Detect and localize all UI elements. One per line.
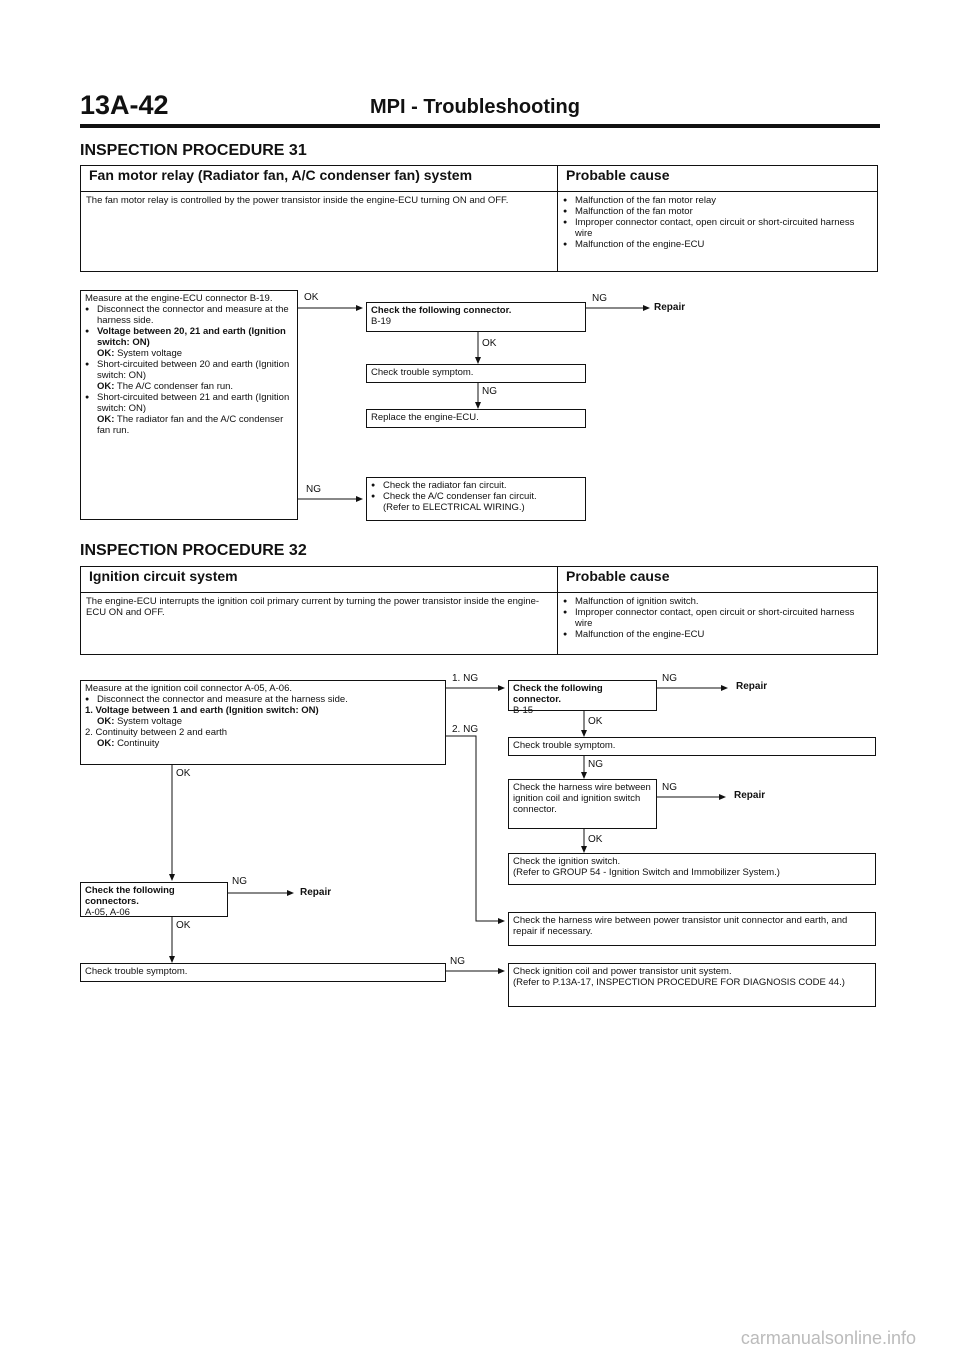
circuit-check-item: ● Check the A/C condenser fan circuit.: [371, 491, 581, 502]
ok-value: The A/C condenser fan run.: [116, 381, 234, 392]
ok-label: OK: [176, 920, 191, 931]
ok-value: System voltage: [117, 716, 183, 727]
ok-label: OK:: [97, 381, 115, 392]
ng-label: NG: [306, 484, 321, 495]
ok-line: [85, 738, 441, 749]
page-title: MPI - Troubleshooting: [370, 96, 580, 118]
check-harness-box: Check the harness wire between ignition coil and ignition switch connector.: [508, 779, 657, 829]
check-ignition-switch-box: [508, 853, 876, 885]
check-connectors-a05-box: [80, 882, 228, 917]
cause-title: Probable cause: [558, 166, 877, 192]
ok-label: OK:: [97, 414, 115, 425]
ok-label: OK: [588, 834, 603, 845]
cause-item: ● Malfunction of the fan motor: [563, 206, 872, 217]
measure-step-text: Short-circuited between 20 and earth (Ignition switch: ON): [97, 359, 290, 381]
measure-intro: Measure at the engine-ECU connector B-19.: [85, 293, 273, 304]
system-description: The engine-ECU interrupts the ignition coil primary current by turning the power transistor inside the engine-ECU ON and OFF.: [81, 593, 558, 654]
connector-id: A-05, A-06: [85, 907, 130, 918]
check-connector-b19-box: [366, 302, 586, 332]
ng-1-label: 1. NG: [452, 673, 479, 684]
check-fan-circuit-box: [366, 477, 586, 521]
measure-step-text: Disconnect the connector and measure at the harness side.: [97, 304, 289, 326]
check-connector-title: Check the following connector.: [371, 305, 512, 316]
ok-value: The radiator fan and the A/C condenser fan run.: [97, 414, 284, 436]
check-coil-box: [508, 963, 876, 1007]
repair-label: Repair: [734, 790, 766, 801]
measure-intro: Measure at the ignition coil connector A-05, A-06.: [85, 683, 293, 694]
ng-label: NG: [588, 759, 603, 770]
procedure-32-table: [80, 566, 878, 655]
check-connector-title: Check the following connectors.: [85, 885, 175, 907]
repair-label: Repair: [736, 681, 768, 692]
cause-item: ● Improper connector contact, open circuit or short-circuited harness wire: [563, 607, 872, 629]
ignition-switch-reference: (Refer to GROUP 54 - Ignition Switch and Immobilizer System.): [513, 867, 780, 878]
circuit-check-item: ● Check the radiator fan circuit.: [371, 480, 581, 491]
ok-label: OK: [588, 716, 603, 727]
cause-item: ● Malfunction of the engine-ECU: [563, 629, 872, 640]
check-harness-pt-box: Check the harness wire between power transistor unit connector and earth, and repair if necessary.: [508, 912, 876, 946]
system-title: Fan motor relay (Radiator fan, A/C condenser fan) system: [81, 166, 558, 192]
measure-coil-box: [80, 680, 446, 765]
ok-label: OK:: [97, 348, 115, 359]
cause-item: ● Malfunction of the engine-ECU: [563, 239, 872, 250]
ng-label: NG: [482, 386, 497, 397]
system-title: Ignition circuit system: [81, 567, 558, 593]
check-trouble-box: Check trouble symptom.: [366, 364, 586, 383]
repair-label: Repair: [300, 887, 332, 898]
cause-title: Probable cause: [558, 567, 877, 593]
connector-id: B-15: [513, 705, 534, 716]
measure-step-text: Short-circuited between 21 and earth (Ignition switch: ON): [97, 392, 290, 414]
ok-value: Continuity: [117, 738, 160, 749]
cause-item: ● Malfunction of the fan motor relay: [563, 195, 872, 206]
check-connector-b15-box: [508, 680, 657, 716]
ng-label: NG: [662, 673, 677, 684]
watermark: carmanualsonline.info: [740, 1328, 916, 1348]
ok-value: System voltage: [117, 348, 183, 359]
measure-step: 2. Continuity between 2 and earth: [85, 727, 228, 738]
wiring-reference: (Refer to ELECTRICAL WIRING.): [383, 502, 525, 513]
ng-label: NG: [662, 782, 677, 793]
system-description: The fan motor relay is controlled by the power transistor inside the engine-ECU turning ON and OFF.: [81, 192, 558, 271]
ok-label: OK: [304, 292, 319, 303]
coil-reference: (Refer to P.13A-17, INSPECTION PROCEDURE FOR DIAGNOSIS CODE 44.): [513, 977, 845, 988]
ok-label: OK:: [97, 716, 115, 727]
ok-line: [85, 716, 441, 727]
procedure-31-heading: INSPECTION PROCEDURE 31: [80, 142, 307, 159]
cause-item: ● Malfunction of ignition switch.: [563, 596, 872, 607]
cause-list: [558, 593, 877, 654]
ok-label: OK: [176, 768, 191, 779]
ng-label: NG: [450, 956, 465, 967]
ng-label: NG: [592, 293, 607, 304]
ng-2-label: 2. NG: [452, 724, 479, 735]
measure-step: 1. Voltage between 1 and earth (Ignition switch: ON): [85, 705, 319, 716]
check-trouble-box: Check trouble symptom.: [80, 963, 446, 982]
measure-step: [85, 359, 293, 392]
check-ignition-switch-text: Check the ignition switch.: [513, 856, 621, 867]
repair-label: Repair: [654, 302, 686, 313]
page-number: 13A-42: [80, 90, 169, 120]
cause-item: ● Improper connector contact, open circuit or short-circuited harness wire: [563, 217, 872, 239]
replace-ecu-box: Replace the engine-ECU.: [366, 409, 586, 428]
ok-label: OK: [482, 338, 497, 349]
ok-label: OK:: [97, 738, 115, 749]
check-coil-text: Check ignition coil and power transistor unit system.: [513, 966, 732, 977]
measure-step: ● Disconnect the connector and measure at the harness side.: [85, 694, 441, 705]
measure-step: [85, 304, 293, 326]
measure-ecu-box: [80, 290, 298, 520]
measure-step: [85, 392, 293, 436]
check-connector-title: Check the following connector.: [513, 683, 603, 705]
procedure-32-heading: INSPECTION PROCEDURE 32: [80, 542, 307, 559]
ng-label: NG: [232, 876, 247, 887]
connector-id: B-19: [371, 316, 392, 327]
measure-step-text: Voltage between 20, 21 and earth (Ignition switch: ON): [97, 326, 286, 348]
measure-step: [85, 326, 293, 359]
check-trouble-box: Check trouble symptom.: [508, 737, 876, 756]
